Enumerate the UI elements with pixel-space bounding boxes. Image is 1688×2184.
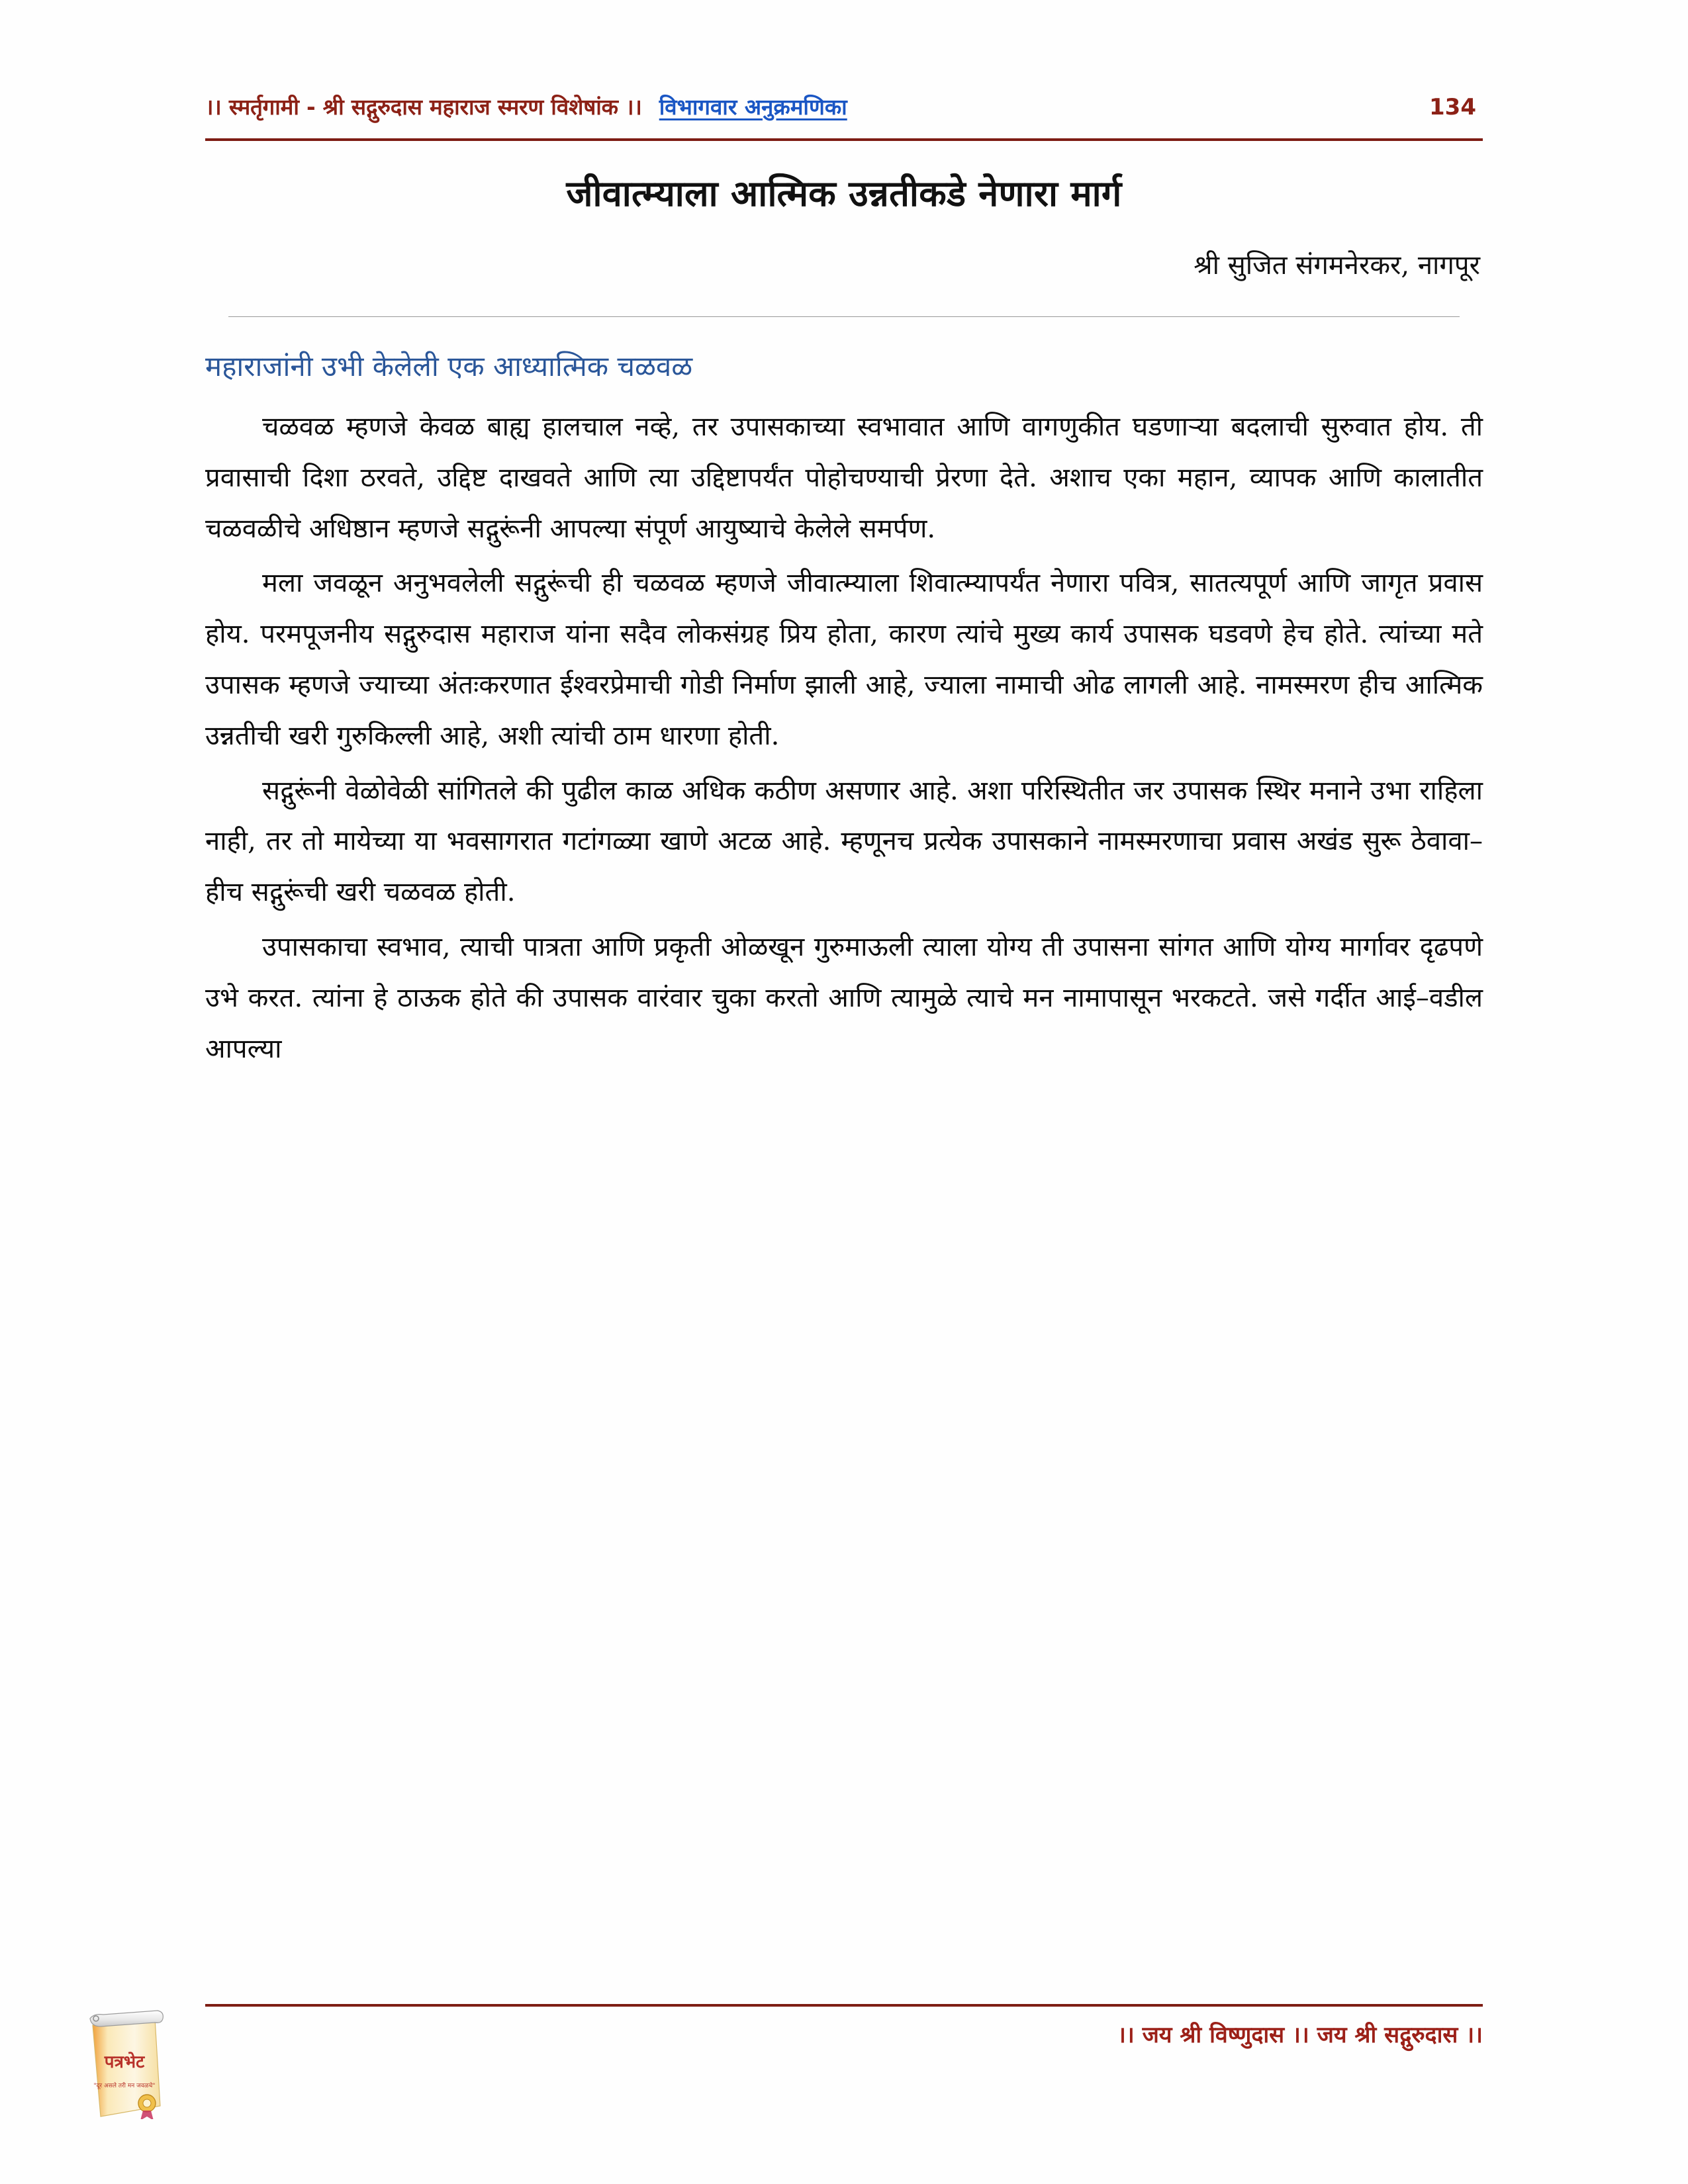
body-paragraph: मला जवळून अनुभवलेली सद्गुरूंची ही चळवळ म्हणजे जीवात्म्याला शिवात्म्यापर्यंत नेणारा पवित्र, सातत्यपूर्ण आणि जागृत प्रवास होय. परमपूजनीय सद्गुरुदास महाराज यांना सदैव लोकसंग्रह प्रिय होता, कारण त्यांचे मुख्य कार्य उपासक घडवणे हेच होते. त्यांच्या मते उपासक म्हणजे ज्याच्या अंतःकरणात ईश्वरप्रेमाची गोडी निर्माण झाली आहे, ज्याला नामाची ओढ लागली आहे. नामस्मरण हीच आत्मिक उन्नतीची खरी गुरुकिल्ली आहे, अशी त्यांची ठाम धारणा होती. <box>205 568 1483 751</box>
body-paragraph: सद्गुरूंनी वेळोवेळी सांगितले की पुढील काळ अधिक कठीण असणार आहे. अशा परिस्थितीत जर उपासक स्थिर मनाने उभा राहिला नाही, तर तो मायेच्या या भवसागरात गटांगळ्या खाणे अटळ आहे. म्हणूनच प्रत्येक उपासकाने नामस्मरणाचा प्रवास अखंड सुरू ठेवावा–हीच सद्गुरूंची खरी चळवळ होती. <box>205 775 1483 908</box>
header-publication-title: ।। स्मर्तृगामी - श्री सद्गुरुदास महाराज स्मरण विशेषांक ।। <box>205 94 642 120</box>
svg-text:पत्रभेट: पत्रभेट <box>104 2052 145 2072</box>
svg-text:"दूर असले तरी मन जवळचे": "दूर असले तरी मन जवळचे" <box>93 2083 156 2089</box>
index-link[interactable]: विभागवार अनुक्रमणिका <box>659 94 847 120</box>
body-paragraph: चळवळ म्हणजे केवळ बाह्य हालचाल नव्हे, तर उपासकाच्या स्वभावात आणि वागणुकीत घडणाऱ्या बदलाची सुरुवात होय. ती प्रवासाची दिशा ठरवते, उद्दिष्ट दाखवते आणि त्या उद्दिष्टापर्यंत पोहोचण्याची प्रेरणा देते. अशाच एका महान, व्यापक आणि कालातीत चळवळीचे अधिष्ठान म्हणजे सद्गुरूंनी आपल्या संपूर्ण आयुष्याचे केलेले समर्पण. <box>205 412 1483 544</box>
body-paragraph: उपासकाचा स्वभाव, त्याची पात्रता आणि प्रकृती ओळखून गुरुमाऊली त्याला योग्य ती उपासना सांगत आणि योग्य मार्गावर दृढपणे उभे करत. त्यांना हे ठाऊक होते की उपासक वारंवार चुका करतो आणि त्यामुळे त्याचे मन नामापासून भरकटते. जसे गर्दीत आई–वडील आपल्या <box>205 932 1483 1064</box>
section-subheading: महाराजांनी उभी केलेली एक आध्यात्मिक चळवळ <box>205 349 693 383</box>
article-title: जीवात्म्याला आत्मिक उन्नतीकडे नेणारा मार्ग <box>566 172 1122 214</box>
footer-blessing-text: ।। जय श्री विष्णुदास ।। जय श्री सद्गुरुदास ।। <box>1117 2022 1483 2048</box>
title-block <box>205 141 1483 282</box>
page-footer <box>0 1966 1688 2184</box>
footer-divider <box>205 2004 1483 2007</box>
article-byline: श्री सुजित संगमनेरकर, नागपूर <box>1194 250 1480 281</box>
article-body <box>205 317 1483 2184</box>
page-header <box>205 0 1483 121</box>
page-number: 134 <box>1429 94 1476 120</box>
